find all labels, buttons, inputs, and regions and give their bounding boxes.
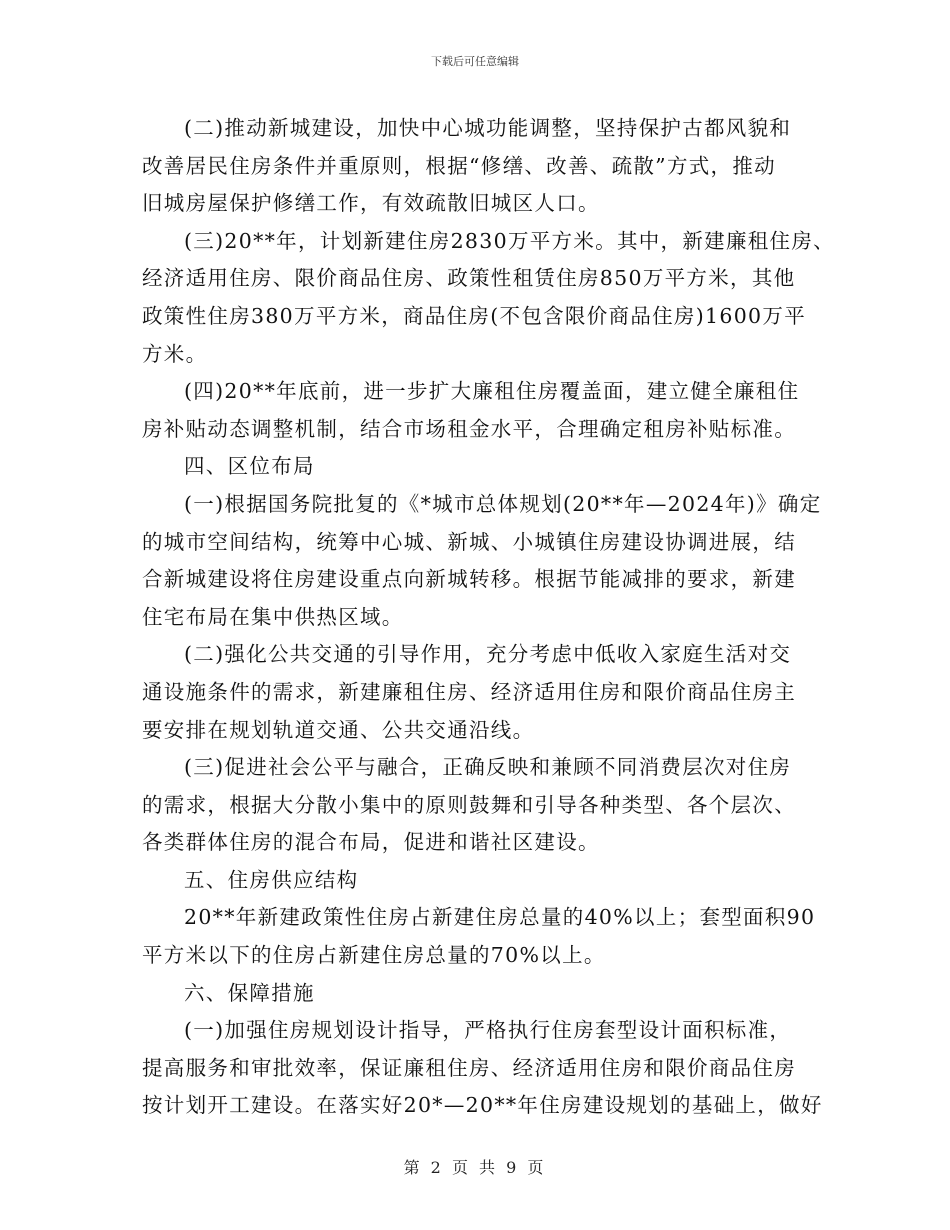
text-line: (二)强化公共交通的引导作用，充分考虑中低收入家庭生活对交 bbox=[184, 642, 792, 667]
text-line: 经济适用住房、限价商品住房、政策性租赁住房850万平方米，其他 bbox=[142, 266, 796, 291]
document-body bbox=[142, 110, 835, 1125]
text-line: 20**年新建政策性住房占新建住房总量的40%以上；套型面积90 bbox=[184, 905, 816, 930]
text-line: 平方米以下的住房占新建住房总量的70%以上。 bbox=[142, 943, 606, 968]
text-line: 房补贴动态调整机制，结合市场租金水平，合理确定租房补贴标准。 bbox=[142, 416, 796, 441]
text-line: 六、保障措施 bbox=[184, 980, 315, 1005]
page-header: 下载后可任意编辑 bbox=[431, 55, 519, 68]
text-line: 的需求，根据大分散小集中的原则鼓舞和引导各种类型、各个层次、 bbox=[142, 792, 796, 817]
text-line: 旧城房屋保护修缮工作，有效疏散旧城区人口。 bbox=[142, 191, 600, 216]
text-line: (一)根据国务院批复的《*城市总体规划(20**年—2024年)》确定 bbox=[184, 491, 822, 516]
paragraph bbox=[142, 862, 810, 900]
text-line: (一)加强住房规划设计指导，严格执行住房套型设计面积标准， bbox=[184, 1018, 792, 1043]
text-line: 五、住房供应结构 bbox=[184, 867, 359, 892]
paragraph bbox=[142, 373, 810, 448]
paragraph bbox=[142, 899, 816, 974]
paragraph bbox=[142, 448, 810, 486]
text-line: (二)推动新城建设，加快中心城功能调整，坚持保护古都风貌和 bbox=[184, 116, 792, 140]
text-line: 要安排在规划轨道交通、公共交通沿线。 bbox=[142, 717, 535, 742]
text-line: 改善居民住房条件并重原则，根据“修缮、改善、疏散”方式，推动 bbox=[142, 153, 776, 178]
text-line: 住宅布局在集中供热区域。 bbox=[142, 604, 404, 629]
text-line: (三)20**年，计划新建住房2830万平方米。其中，新建廉租住房、 bbox=[184, 228, 835, 253]
paragraph bbox=[142, 486, 822, 636]
text-line: 通设施条件的需求，新建廉租住房、经济适用住房和限价商品住房主 bbox=[142, 679, 796, 704]
paragraph bbox=[142, 636, 810, 749]
text-line: 合新城建设将住房建设重点向新城转移。根据节能减排的要求，新建 bbox=[142, 567, 796, 592]
text-line: (三)促进社会公平与融合，正确反映和兼顾不同消费层次对住房 bbox=[184, 755, 792, 780]
text-line: 按计划开工建设。在落实好20*—20**年住房建设规划的基础上，做好 bbox=[142, 1093, 823, 1118]
text-line: 四、区位布局 bbox=[184, 454, 315, 479]
text-line: 提高服务和审批效率，保证廉租住房、经济适用住房和限价商品住房 bbox=[142, 1055, 796, 1080]
paragraph bbox=[142, 110, 810, 223]
text-line: 的城市空间结构，统筹中心城、新城、小城镇住房建设协调进展，结 bbox=[142, 529, 796, 554]
paragraph bbox=[142, 1012, 823, 1125]
text-line: (四)20**年底前，进一步扩大廉租住房覆盖面，建立健全廉租住 bbox=[184, 379, 800, 404]
paragraph bbox=[142, 975, 810, 1013]
paragraph bbox=[142, 749, 810, 862]
page-footer: 第 2 页 共 9 页 bbox=[403, 1158, 547, 1177]
paragraph bbox=[142, 223, 835, 373]
text-line: 方米。 bbox=[142, 341, 208, 366]
text-line: 各类群体住房的混合布局，促进和谐社区建设。 bbox=[142, 830, 600, 855]
text-line: 政策性住房380万平方米，商品住房(不包含限价商品住房)1600万平 bbox=[142, 303, 806, 328]
